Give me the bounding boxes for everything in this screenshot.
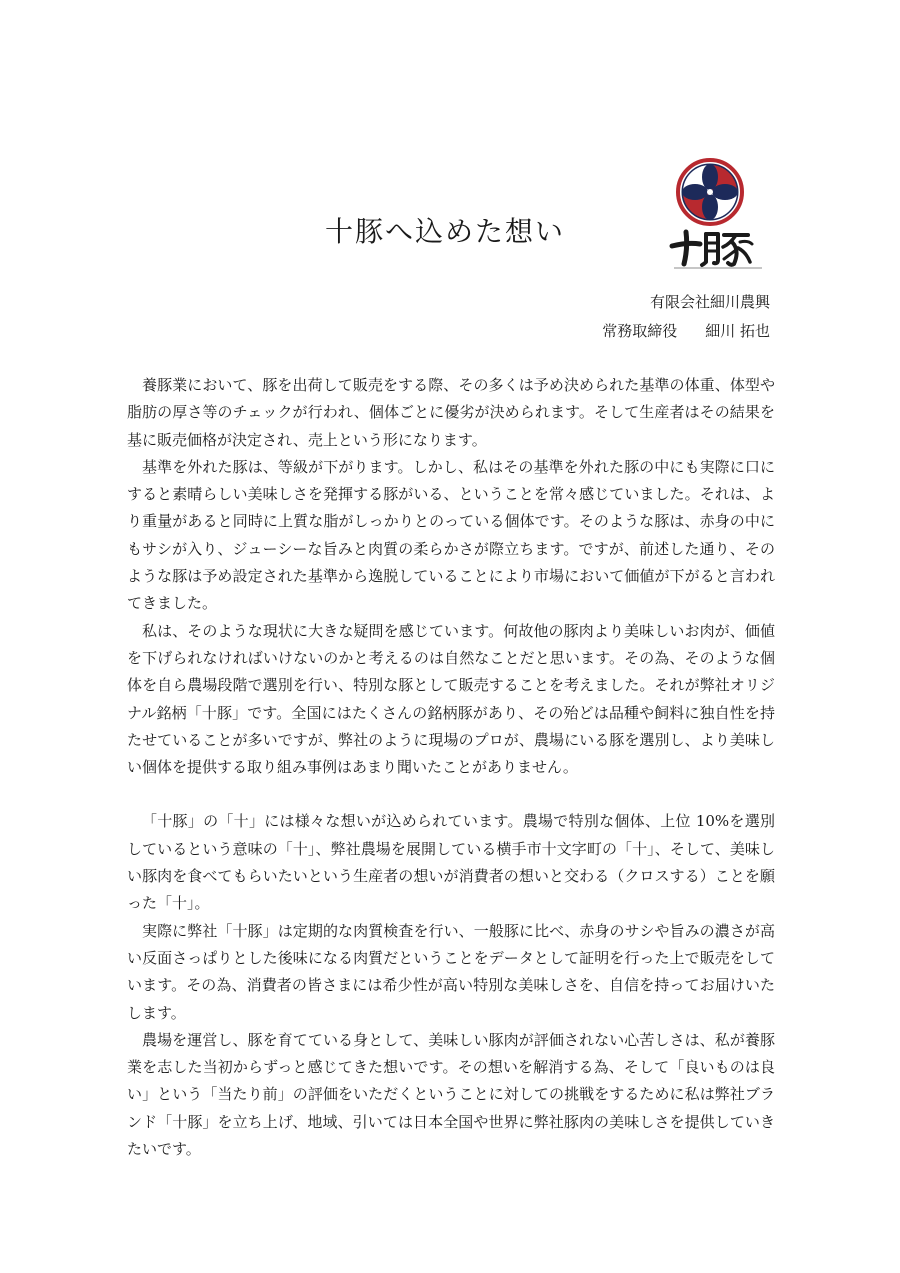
paragraph: 私は、そのような現状に大きな疑問を感じています。何故他の豚肉より美味しいお肉が、価値を下げられなければいけないのかと考えるのは自然なことだと思います。その為、そのような個体を自ら農場段階で選別を行い、特別な豚として販売することを考えました。それが弊社オリジナル銘柄「十豚」です。全国にはたくさんの銘柄豚があり、その殆どは品種や飼料に独自性を持たせていることが多いですが、弊社のように現場のプロが、農場にいる豚を選別し、より美味しい個体を提供する取り組み事例はあまり聞いたことがありません。 (127, 621, 775, 777)
page-title: 十豚へ込めた想い (325, 215, 566, 248)
author-name: 細川 拓也 (705, 322, 770, 340)
paragraph: 「十豚」の「十」には様々な想いが込められています。農場で特別な個体、上位 10%を選別しているという意味の「十」、弊社農場を展開している横手市十文字町の「十」、そして、美味しい豚肉を食べてもらいたいという生産者の想いが消費者の想いと交わる（クロスする）ことを願った「十」。 (127, 812, 775, 913)
paragraph: 基準を外れた豚は、等級が下がります。しかし、私はその基準を外れた豚の中にも実際に口にすると素晴らしい美味しさを発揮する豚がいる、ということを常々感じていました。それは、より重量があると同時に上質な脂がしっかりとのっている個体です。そのような豚は、赤身の中にもサシが入り、ジューシーな旨みと肉質の柔らかさが際立ちます。ですが、前述した通り、そのような豚は予め設定された基準から逸脱していることにより市場において価値が下がると言われてきました。 (127, 457, 775, 613)
paragraph: 農場を運営し、豚を育てている身として、美味しい豚肉が評価されない心苦しさは、私が養豚業を志した当初からずっと感じてきた想いです。その想いを解消する為、そして「良いものは良い」という「当たり前」の評価をいただくということに対しての挑戦をするために私は弊社ブランド「十豚」を立ち上げ、地域、引いては日本全国や世界に弊社豚肉の美味しさを提供していきたいです。 (127, 1030, 775, 1159)
logo-wordmark (672, 232, 752, 265)
paragraph-spacer (127, 781, 775, 808)
paragraph: 実際に弊社「十豚」は定期的な肉質検査を行い、一般豚に比べ、赤身のサシや旨みの濃さが高い反面さっぱりとした後味になる肉質だということをデータとして証明を行った上で販売をしています。その為、消費者の皆さまには希少性が高い特別な美味しさを、自信を持ってお届けいたします。 (127, 921, 775, 1022)
brand-logo (666, 156, 778, 290)
paragraph: 養豚業において、豚を出荷して販売をする際、その多くは予め決められた基準の体重、体型や脂肪の厚さ等のチェックが行われ、個体ごとに優劣が決められます。そして生産者はその結果を基に販売価格が決定され、売上という形になります。 (127, 376, 775, 449)
author-block (602, 288, 770, 346)
author-company: 有限会社細川農興 (649, 293, 770, 311)
author-line (602, 317, 770, 346)
author-role: 常務取締役 (602, 322, 678, 340)
body-text (127, 372, 775, 1163)
